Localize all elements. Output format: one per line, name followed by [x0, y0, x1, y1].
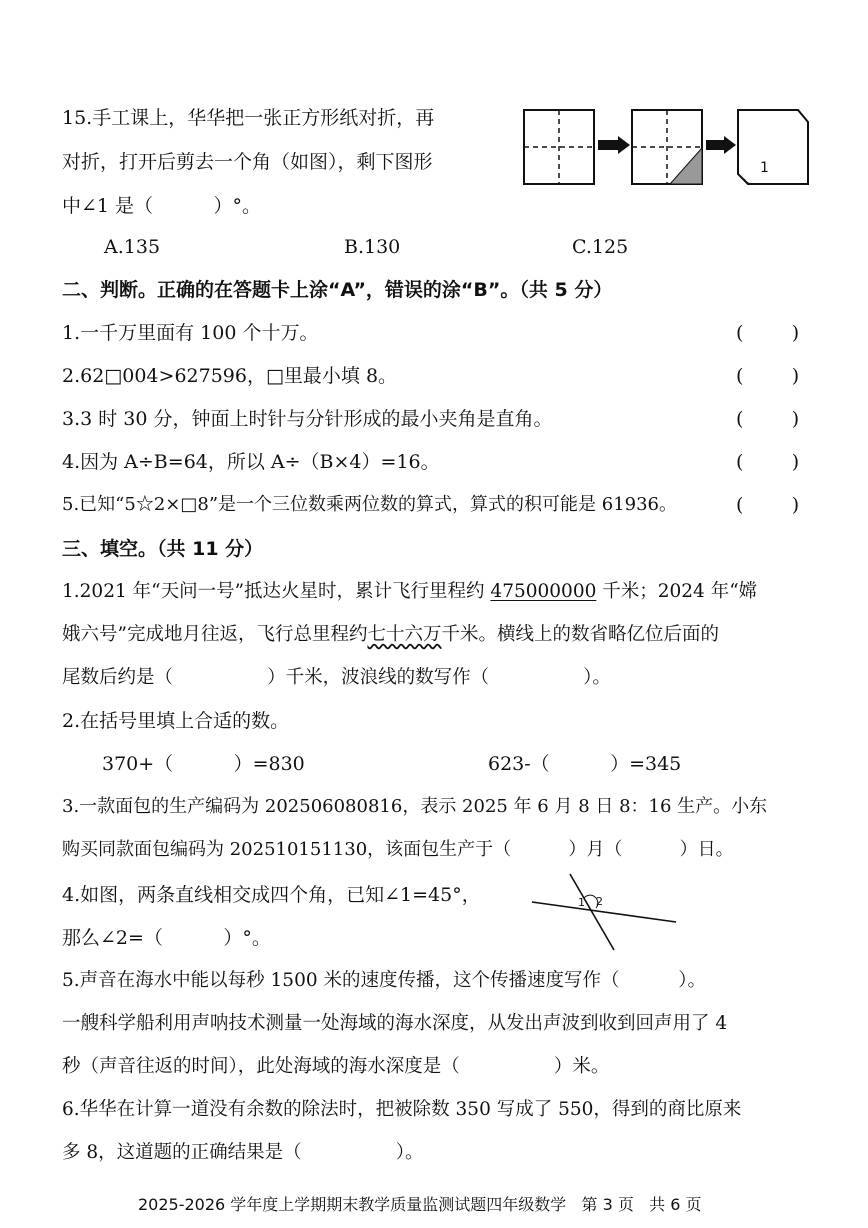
intersecting-lines-figure	[530, 872, 680, 952]
fill-q2-equation-1: 370+（ ）=830	[102, 753, 305, 775]
q15-line-1: 15.手工课上，华华把一张正方形纸对折，再	[62, 107, 435, 129]
fill-q1-line-3: 尾数后约是（ ）千米，波浪线的数写作（ ）。	[62, 667, 611, 688]
paper-folding-figure	[522, 108, 812, 186]
judge-item-5: 5.已知“5☆2×□8”是一个三位数乘两位数的算式，算式的积可能是 61936。	[62, 494, 678, 515]
fill-q4-line-1: 4.如图，两条直线相交成四个角，已知∠1=45°，	[62, 884, 481, 906]
fill-q4-line-2: 那么∠2=（ ）°。	[62, 927, 271, 949]
fill-q1-text-a: 1.2021 年“天问一号”抵达火星时，累计飞行里程约	[62, 581, 491, 602]
page-footer: 2025-2026 学年度上学期期末教学质量监测试题四年级数学 第 3 页 共 6 页	[138, 1195, 702, 1214]
fill-q5-line-3: 秒（声音往返的时间），此处海域的海水深度是（ ）米。	[62, 1056, 610, 1077]
judge-paren-1: ( )	[736, 322, 800, 344]
fill-q1-text-c: 娥六号”完成地月往返，飞行总里程约	[62, 624, 368, 645]
fill-q6-line-2: 多 8，这道题的正确结果是（ ）。	[62, 1142, 424, 1163]
section-2-title: 二、判断。正确的在答题卡上涂“A”，错误的涂“B”。（共 5 分）	[62, 279, 613, 301]
judge-paren-5: ( )	[736, 494, 800, 516]
fill-q1-text-d: 千米。横线上的数省略亿位后面的	[441, 624, 719, 645]
fill-q1-line-1	[62, 579, 757, 605]
fill-q5-line-1: 5.声音在海水中能以每秒 1500 米的速度传播，这个传播速度写作（ ）。	[62, 970, 707, 991]
fill-q1-line-2	[62, 622, 719, 648]
judge-item-2: 2.62□004>627596，□里最小填 8。	[62, 365, 398, 387]
angle-2-label: 2	[596, 895, 603, 908]
q15-option-b: B.130	[344, 236, 401, 258]
judge-item-1: 1.一千万里面有 100 个十万。	[62, 322, 319, 344]
angle-1-label: 1	[578, 896, 585, 909]
judge-item-4: 4.因为 A÷B=64，所以 A÷（B×4）=16。	[62, 451, 440, 473]
q15-option-a: A.135	[104, 236, 161, 258]
judge-item-3: 3.3 时 30 分，钟面上时针与分针形成的最小夹角是直角。	[62, 408, 553, 430]
wavy-underlined-number: 七十六万	[367, 624, 442, 645]
fill-q2-line-1: 2.在括号里填上合适的数。	[62, 710, 290, 732]
fill-q6-line-1: 6.华华在计算一道没有余数的除法时，把被除数 350 写成了 550，得到的商比原来	[62, 1099, 742, 1120]
fill-q3-line-1: 3.一款面包的生产编码为 202506080816，表示 2025 年 6 月 8 日 8：16 生产。小东	[62, 796, 768, 817]
q15-line-3: 中∠1 是（ ）°。	[62, 195, 261, 217]
judge-paren-4: ( )	[736, 451, 800, 473]
fill-q3-line-2: 购买同款面包编码为 202510151130，该面包生产于（ ）月（ ）日。	[62, 839, 734, 860]
figure-angle-label: 1	[760, 160, 769, 176]
fill-q2-equation-2: 623-（ ）=345	[488, 753, 682, 775]
q15-line-2: 对折，打开后剪去一个角（如图），剩下图形	[62, 151, 433, 173]
underlined-number: 475000000	[490, 581, 597, 602]
q15-option-c: C.125	[572, 236, 629, 258]
judge-paren-3: ( )	[736, 408, 800, 430]
section-3-title: 三、填空。（共 11 分）	[62, 538, 264, 560]
fill-q5-line-2: 一艘科学船利用声呐技术测量一处海域的海水深度，从发出声波到收到回声用了 4	[62, 1013, 728, 1034]
judge-paren-2: ( )	[736, 365, 800, 387]
fill-q1-text-b: 千米；2024 年“嫦	[596, 581, 758, 602]
